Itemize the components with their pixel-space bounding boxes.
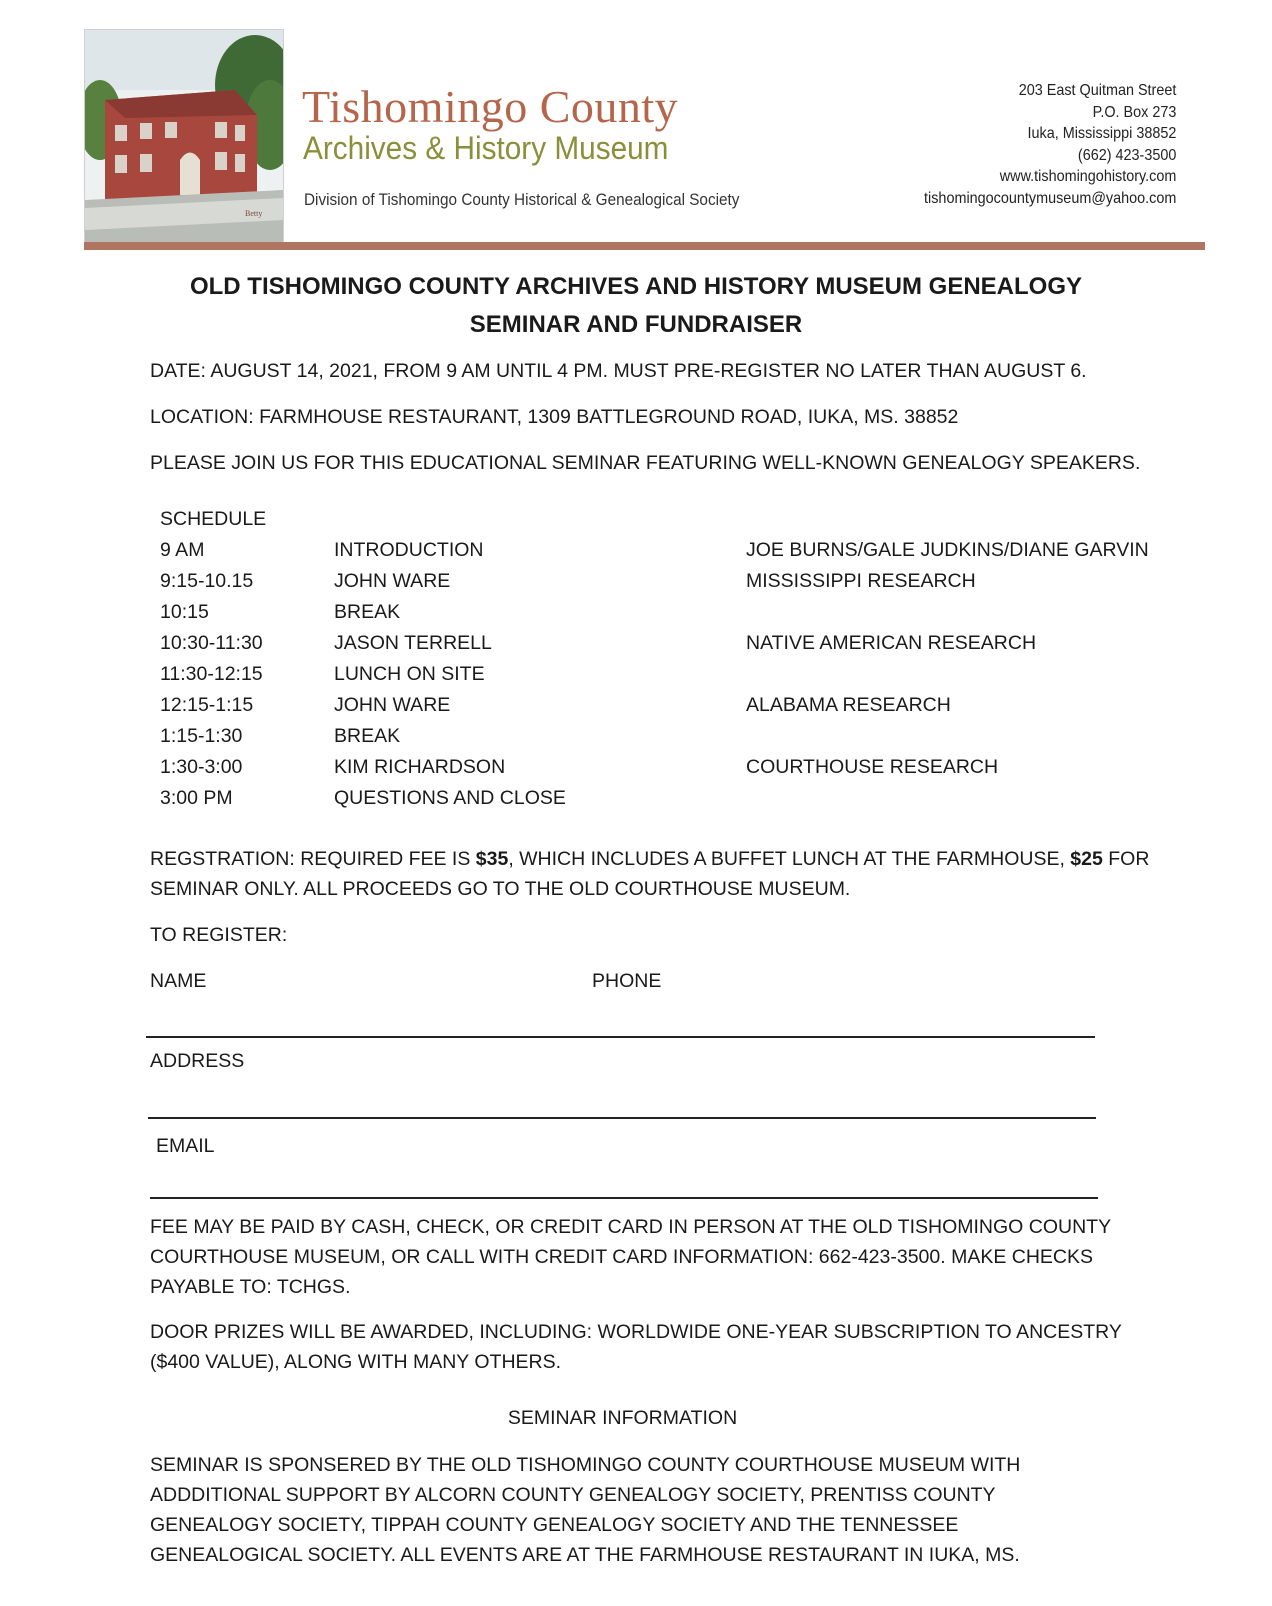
schedule-speaker: INTRODUCTION <box>334 539 484 561</box>
schedule-speaker: LUNCH ON SITE <box>334 663 485 685</box>
schedule-heading: SCHEDULE <box>160 508 267 530</box>
email-link[interactable]: tishomingocountymuseum@yahoo.com <box>923 189 1176 207</box>
schedule-row <box>160 628 1037 659</box>
fee-full: $35 <box>475 848 509 870</box>
schedule-speaker: KIM RICHARDSON <box>334 756 506 778</box>
schedule-row <box>160 721 401 752</box>
schedule-time: 12:15-1:15 <box>160 694 254 716</box>
location-line: LOCATION: FARMHOUSE RESTAURANT, 1309 BATTLEGROUND ROAD, IUKA, MS. 38852 <box>150 406 959 428</box>
schedule-time: 10:30-11:30 <box>160 632 263 654</box>
schedule-speaker: QUESTIONS AND CLOSE <box>334 787 566 809</box>
registration-part-1: REGSTRATION: REQUIRED FEE IS <box>150 848 476 870</box>
phone-label: PHONE <box>592 970 662 992</box>
name-phone-field-line[interactable] <box>146 1036 1095 1038</box>
museum-painting-logo <box>84 29 284 243</box>
registration-part-2: , WHICH INCLUDES A BUFFET LUNCH AT THE FARMHOUSE, <box>508 848 1071 870</box>
schedule-speaker: JOHN WARE <box>334 694 451 716</box>
fee-seminar: $25 <box>1070 848 1103 870</box>
schedule-row <box>160 535 1149 566</box>
schedule-time: 10:15 <box>160 601 209 623</box>
schedule-row <box>160 597 401 628</box>
schedule-row <box>160 566 976 597</box>
registration-part-3: FOR SEMINAR ONLY. ALL PROCEEDS GO TO THE OLD COURTHOUSE MUSEUM. <box>150 848 1150 900</box>
title-line-1: OLD TISHOMINGO COUNTY ARCHIVES AND HISTORY MUSEUM GENEALOGY <box>189 273 1083 300</box>
header-divider <box>84 242 1205 250</box>
museum-division: Division of Tishomingo County Historical & Genealogical Society <box>304 190 740 209</box>
schedule-row <box>160 659 485 690</box>
register-heading: TO REGISTER: <box>150 924 288 946</box>
seminar-info-text: SEMINAR IS SPONSERED BY THE OLD TISHOMINGO COUNTY COURTHOUSE MUSEUM WITH ADDDITIONAL SUPPORT BY ALCORN COUNTY GENEALOGY SOCIETY, PRENTISS COUNTY GENEALOGY SOCIETY, TIPPAH COUNTY GENEALOGY SOCIETY AND THE TENNESSEE GENEALOGICAL SOCIETY. ALL EVENTS ARE AT THE FARMHOUSE RESTAURANT IN IUKA, MS. <box>150 1454 1021 1566</box>
museum-subtitle: Archives & History Museum <box>303 130 669 166</box>
schedule-speaker: BREAK <box>334 725 401 747</box>
po-box: P.O. Box 273 <box>1092 103 1176 121</box>
schedule-topic: ALABAMA RESEARCH <box>746 694 951 716</box>
schedule-row <box>160 690 951 721</box>
schedule-speaker: JASON TERRELL <box>334 632 492 654</box>
phone-number: (662) 423-3500 <box>1077 146 1176 164</box>
seminar-info-heading: SEMINAR INFORMATION <box>507 1407 738 1429</box>
contact-block <box>924 80 1176 209</box>
street-address: 203 East Quitman Street <box>1018 82 1176 99</box>
date-line: DATE: AUGUST 14, 2021, FROM 9 AM UNTIL 4 PM. MUST PRE-REGISTER NO LATER THAN AUGUST 6. <box>150 360 1087 382</box>
title-line-2: SEMINAR AND FUNDRAISER <box>469 311 803 338</box>
schedule-topic: MISSISSIPPI RESEARCH <box>746 570 976 592</box>
schedule-topic: JOE BURNS/GALE JUDKINS/DIANE GARVIN <box>746 539 1149 561</box>
schedule-time: 9 AM <box>160 539 205 561</box>
prizes-text: DOOR PRIZES WILL BE AWARDED, INCLUDING: WORLDWIDE ONE-YEAR SUBSCRIPTION TO ANCESTRY ($400 VALUE), ALONG WITH MANY OTHERS. <box>150 1321 1122 1373</box>
courthouse-painting-icon <box>85 30 283 242</box>
schedule-speaker: BREAK <box>334 601 401 623</box>
payment-text: FEE MAY BE PAID BY CASH, CHECK, OR CREDIT CARD IN PERSON AT THE OLD TISHOMINGO COUNTY COURTHOUSE MUSEUM, OR CALL WITH CREDIT CARD INFORMATION: 662-423-3500. MAKE CHECKS PAYABLE TO: TCHGS. <box>150 1216 1111 1298</box>
invite-line: PLEASE JOIN US FOR THIS EDUCATIONAL SEMINAR FEATURING WELL-KNOWN GENEALOGY SPEAKERS. <box>150 452 1141 474</box>
email-field-line[interactable] <box>150 1197 1098 1199</box>
name-label: NAME <box>150 970 207 992</box>
schedule-time: 1:15-1:30 <box>160 725 243 747</box>
schedule-speaker: JOHN WARE <box>334 570 451 592</box>
schedule-row <box>160 783 566 814</box>
schedule-topic: COURTHOUSE RESEARCH <box>746 756 999 778</box>
schedule-time: 9:15-10.15 <box>160 570 254 592</box>
schedule-topic: NATIVE AMERICAN RESEARCH <box>746 632 1037 654</box>
schedule-rows <box>160 535 1149 814</box>
website-link[interactable]: www.tishomingohistory.com <box>999 168 1176 185</box>
schedule-time: 3:00 PM <box>160 787 233 809</box>
schedule-time: 11:30-12:15 <box>160 663 263 685</box>
schedule-time: 1:30-3:00 <box>160 756 243 778</box>
museum-name: Tishomingo County <box>302 81 679 132</box>
page-title <box>0 268 1272 344</box>
email-label: EMAIL <box>156 1135 215 1157</box>
city-state-zip: Iuka, Mississippi 38852 <box>1027 125 1176 142</box>
schedule-table <box>160 504 1149 814</box>
schedule-row <box>160 752 999 783</box>
address-field-line[interactable] <box>148 1117 1096 1119</box>
svg-text:Betty: Betty <box>245 209 263 218</box>
address-label: ADDRESS <box>150 1050 245 1072</box>
registration-text <box>150 844 1150 904</box>
